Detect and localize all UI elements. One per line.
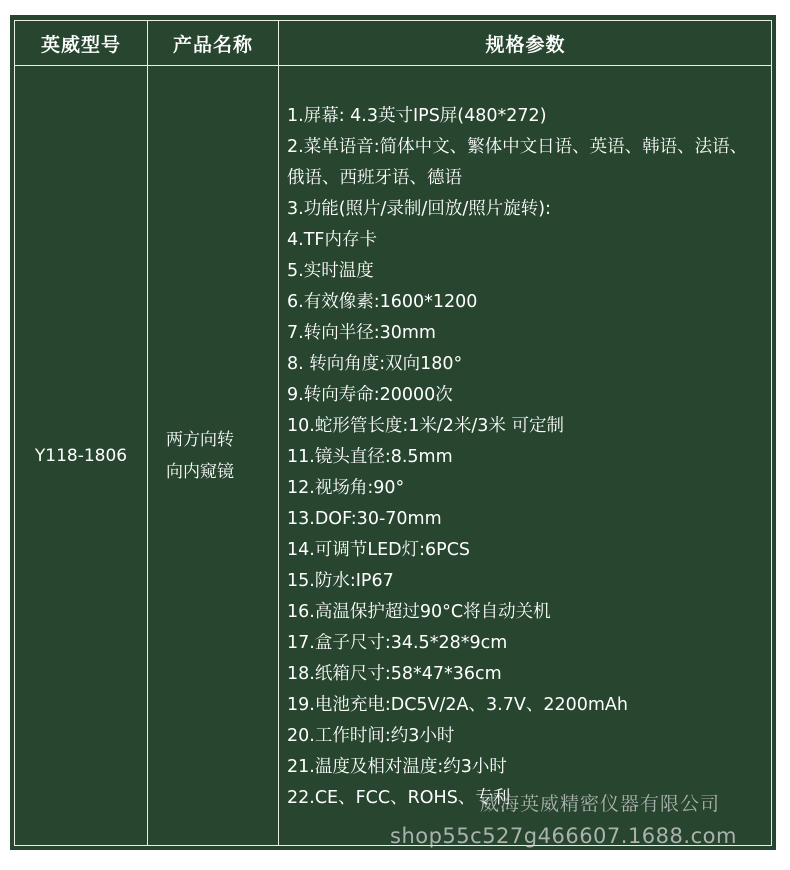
header-specs: 规格参数 bbox=[485, 33, 566, 56]
spec-item: 15.防水:IP67 bbox=[287, 571, 394, 591]
spec-item: 5.实时温度 bbox=[287, 261, 374, 281]
spec-table bbox=[14, 20, 772, 846]
spec-item: 1.屏幕: 4.3英寸IPS屏(480*272) bbox=[287, 106, 547, 126]
model-cell bbox=[15, 67, 147, 845]
product-name-line-2: 向内窥镜 bbox=[166, 462, 234, 482]
spec-item: 7.转向半径:30mm bbox=[287, 323, 436, 343]
spec-item: 13.DOF:30-70mm bbox=[287, 509, 442, 529]
header-divider bbox=[15, 65, 771, 66]
spec-item: 18.纸箱尺寸:58*47*36cm bbox=[287, 664, 502, 684]
watermark-shop-url: shop55c527g466607.1688.com bbox=[390, 824, 737, 848]
spec-item: 10.蛇形管长度:1米/2米/3米 可定制 bbox=[287, 416, 564, 436]
spec-item: 3.功能(照片/录制/回放/照片旋转): bbox=[287, 199, 551, 219]
spec-item: 8. 转向角度:双向180° bbox=[287, 354, 463, 374]
spec-item: 19.电池充电:DC5V/2A、3.7V、2200mAh bbox=[287, 695, 628, 715]
spec-item: 4.TF内存卡 bbox=[287, 230, 377, 250]
watermark-company: 威海英威精密仪器有限公司 bbox=[480, 793, 721, 815]
spec-item: 20.工作时间:约3小时 bbox=[287, 726, 455, 746]
product-name-line-1: 两方向转 bbox=[166, 430, 234, 450]
model-value: Y118-1806 bbox=[34, 446, 128, 466]
spec-item: 14.可调节LED灯:6PCS bbox=[287, 540, 471, 560]
spec-item: 21.温度及相对温度:约3小时 bbox=[287, 757, 507, 777]
spec-item: 11.镜头直径:8.5mm bbox=[287, 447, 453, 467]
spec-item: 12.视场角:90° bbox=[287, 478, 405, 498]
spec-item: 16.高温保护超过90°C将自动关机 bbox=[287, 602, 551, 622]
spec-item: 9.转向寿命:20000次 bbox=[287, 385, 453, 405]
product-name-cell bbox=[148, 67, 278, 845]
spec-item: 2.菜单语音:简体中文、繁体中文日语、英语、韩语、法语、俄语、西班牙语、德语 bbox=[287, 137, 748, 188]
header-model: 英威型号 bbox=[40, 33, 121, 56]
spec-list bbox=[287, 101, 762, 814]
spec-item: 6.有效像素:1600*1200 bbox=[287, 292, 478, 312]
spec-item: 22.CE、FCC、ROHS、专利 bbox=[287, 788, 511, 808]
spec-board bbox=[10, 15, 776, 850]
spec-item: 17.盒子尺寸:34.5*28*9cm bbox=[287, 633, 508, 653]
header-product-name: 产品名称 bbox=[172, 33, 253, 56]
column-divider-2 bbox=[278, 21, 279, 845]
